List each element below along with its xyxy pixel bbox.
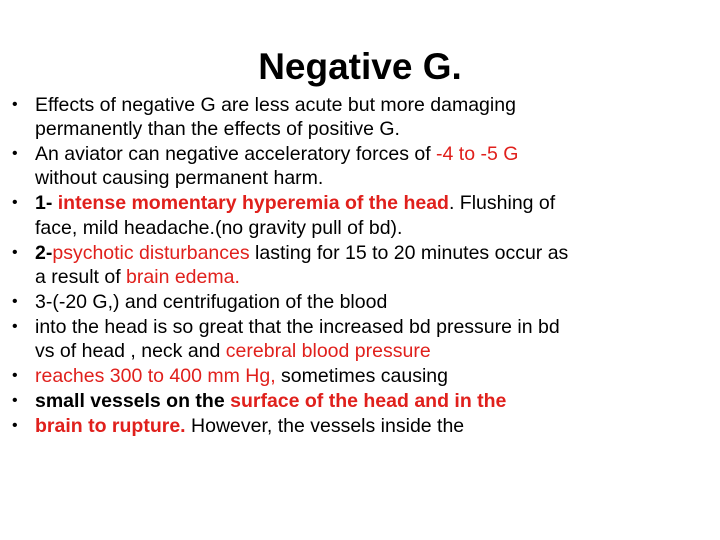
highlighted-text: reaches 300 to 400 mm Hg, <box>35 365 276 388</box>
highlighted-text: cerebral blood pressure <box>225 340 431 363</box>
highlighted-text: brain to rupture. <box>35 415 186 438</box>
bullet-item <box>12 315 712 363</box>
bullet-marker: • <box>12 367 18 385</box>
bullet-text: small vessels on the <box>35 390 231 413</box>
highlighted-text: psychotic disturbances <box>52 241 250 264</box>
bullet-item <box>12 241 712 289</box>
bullet-text: lasting for 15 to 20 minutes occur as <box>249 241 569 264</box>
bullet-line <box>35 191 712 215</box>
bullet-text: 3-(-20 G,) and centrifugation of the blood <box>35 290 388 313</box>
bullet-line <box>35 364 712 388</box>
bullet-marker: • <box>12 392 18 410</box>
highlighted-text: brain edema. <box>126 265 240 288</box>
bullet-item <box>12 142 712 190</box>
bullet-line <box>35 290 712 314</box>
bullet-line <box>35 414 712 438</box>
bullet-item <box>12 290 712 314</box>
bullet-marker: • <box>12 96 18 113</box>
bullet-item <box>12 414 712 438</box>
bullet-line <box>35 93 712 117</box>
bullet-line <box>35 166 712 190</box>
slide-title <box>0 44 720 90</box>
bullet-marker: • <box>12 417 18 435</box>
bullet-text: However, the vessels inside the <box>185 415 465 438</box>
bullet-marker: • <box>12 292 18 310</box>
bullet-text: into the head is so great that the increased bd pressure in bd <box>35 315 560 338</box>
bullet-line <box>35 216 712 240</box>
bullet-text: vs of head , neck and <box>35 340 226 363</box>
bullet-text: 2- <box>35 241 53 264</box>
bullet-item <box>12 389 712 413</box>
bullet-text: . Flushing of <box>448 192 556 215</box>
bullet-marker: • <box>12 194 18 212</box>
bullet-line <box>35 241 712 265</box>
bullet-marker: • <box>12 243 18 261</box>
bullet-text: a result of <box>35 265 127 288</box>
bullet-text: without causing permanent harm. <box>35 167 324 190</box>
bullet-text: 1- <box>35 192 58 215</box>
bullet-text: sometimes causing <box>275 365 448 388</box>
bullet-text: face, mild headache.(no gravity pull of bd). <box>35 216 403 239</box>
bullet-line <box>35 142 712 166</box>
bullet-item <box>12 364 712 388</box>
bullet-line <box>35 389 712 413</box>
highlighted-text: -4 to -5 G <box>436 143 519 166</box>
bullet-text: permanently than the effects of positive G. <box>35 118 400 141</box>
slide-title-text: Negative G. <box>258 46 462 87</box>
bullet-item <box>12 191 712 239</box>
bullet-line <box>35 117 712 141</box>
bullet-line <box>35 339 712 363</box>
bullet-list <box>12 93 712 439</box>
bullet-item <box>12 93 712 141</box>
bullet-line <box>35 315 712 339</box>
highlighted-text: intense momentary hyperemia of the head <box>57 192 449 215</box>
bullet-line <box>35 265 712 289</box>
bullet-text: Effects of negative G are less acute but more damaging <box>35 94 516 116</box>
highlighted-text: surface of the head and in the <box>230 390 507 413</box>
bullet-text: An aviator can negative acceleratory forces of <box>35 143 437 166</box>
bullet-marker: • <box>12 317 18 335</box>
bullet-marker: • <box>12 145 18 163</box>
